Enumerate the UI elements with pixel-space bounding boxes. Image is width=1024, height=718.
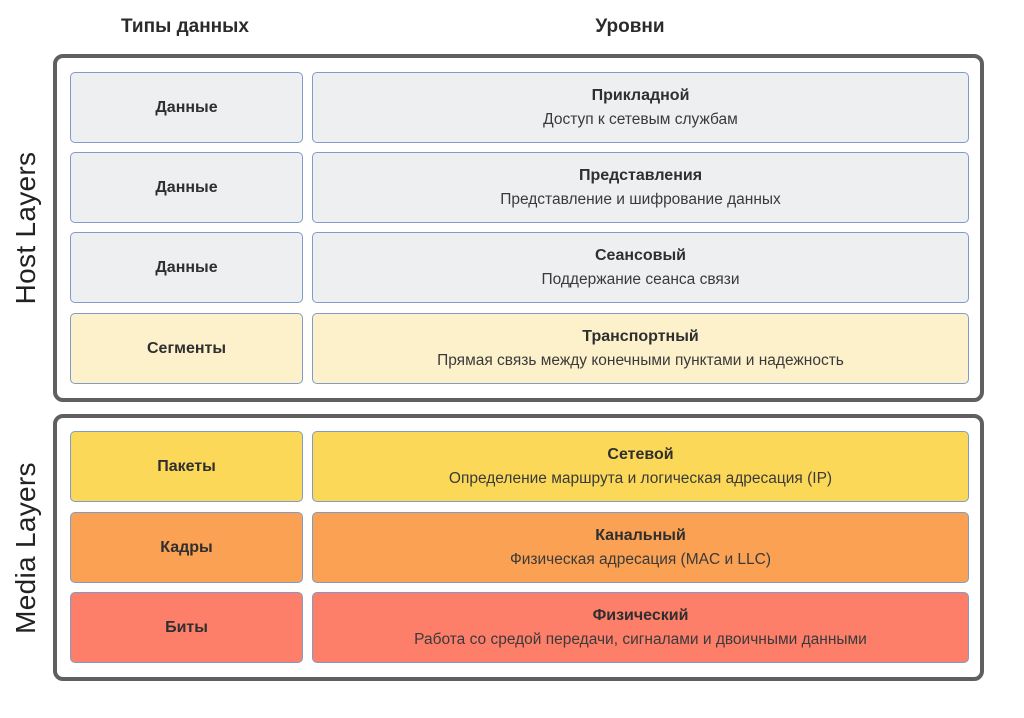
data-type-cell-physical (70, 592, 303, 663)
column-header-levels: Уровни (595, 16, 665, 37)
layer-cell-data-link (312, 512, 969, 583)
data-type-cell-transport (70, 313, 303, 384)
media-layers-label: Media Layers (10, 462, 41, 634)
layer-name: Прикладной (591, 86, 690, 104)
layer-description: Поддержание сеанса связи (541, 270, 740, 288)
data-type-label: Пакеты (157, 457, 216, 475)
layer-name: Канальный (595, 526, 686, 544)
layer-name: Сеансовый (594, 246, 687, 264)
layer-description: Представление и шифрование данных (500, 190, 781, 208)
data-type-label: Данные (155, 98, 218, 116)
data-type-label: Данные (155, 178, 218, 196)
layer-name: Транспортный (582, 327, 699, 345)
layer-name: Представления (578, 166, 703, 184)
layer-cell-application (312, 72, 969, 143)
data-type-label: Сегменты (146, 339, 226, 357)
data-type-label: Данные (155, 258, 218, 276)
data-type-cell-session (70, 232, 303, 303)
layer-name: Сетевой (607, 445, 674, 463)
host-layers-label: Host Layers (10, 151, 41, 305)
layer-cell-presentation (312, 152, 969, 223)
data-type-cell-presentation (70, 152, 303, 223)
layer-description: Физическая адресация (MAC и LLC) (509, 550, 772, 568)
data-type-cell-data-link (70, 512, 303, 583)
layer-description: Определение маршрута и логическая адресация (IP) (448, 469, 833, 487)
column-header-data-types: Типы данных (121, 16, 249, 37)
data-type-cell-application (70, 72, 303, 143)
layer-cell-session (312, 232, 969, 303)
data-type-label: Биты (165, 618, 208, 636)
layer-description: Прямая связь между конечными пунктами и надежность (437, 351, 844, 369)
layer-name: Физический (592, 606, 689, 624)
layer-cell-transport (312, 313, 969, 384)
layer-cell-physical (312, 592, 969, 663)
layer-cell-network (312, 431, 969, 502)
data-type-label: Кадры (160, 538, 213, 556)
layer-description: Доступ к сетевым службам (543, 110, 738, 128)
layer-description: Работа со средой передачи, сигналами и двоичными данными (414, 630, 867, 648)
data-type-cell-network (70, 431, 303, 502)
